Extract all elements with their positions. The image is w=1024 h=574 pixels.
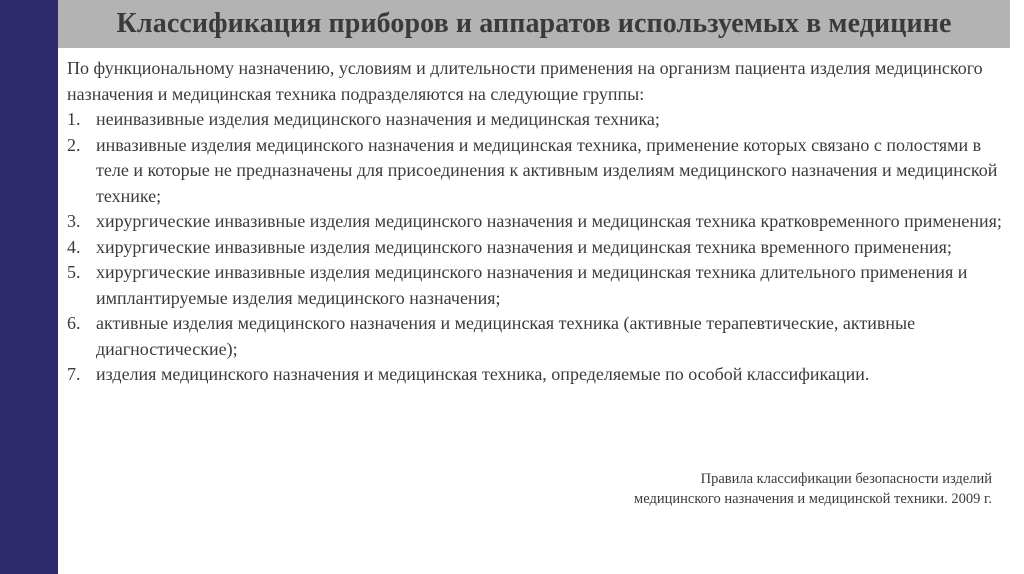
- list-item-text: хирургические инвазивные изделия медицинского назначения и медицинская техника кратковременного применения;: [96, 211, 1002, 231]
- list-item-text: изделия медицинского назначения и медицинская техника, определяемые по особой классификации.: [96, 364, 870, 384]
- source-line-2: медицинского назначения и медицинской техники. 2009 г.: [634, 491, 992, 507]
- list-item-text: инвазивные изделия медицинского назначения и медицинская техника, применение которых связано с полостями в теле и которые не предназначены для присоединения к активным изделиям медицинского назначения и медицинской технике;: [96, 134, 998, 206]
- list-item-number: 5.: [67, 262, 81, 282]
- slide-body: [67, 56, 1007, 388]
- list-item: [67, 209, 1007, 235]
- slide-title: Классификация приборов и аппаратов используемых в медицине: [116, 8, 952, 39]
- classification-list: [67, 107, 1007, 388]
- list-item: [67, 235, 1007, 261]
- source-citation: [634, 469, 992, 509]
- left-accent-bar: [0, 0, 58, 574]
- list-item: [67, 311, 1007, 362]
- list-item-number: 7.: [67, 364, 81, 384]
- list-item: [67, 107, 1007, 133]
- intro-paragraph: По функциональному назначению, условиям и длительности применения на организм пациента изделия медицинского назначения и медицинская техника подразделяются на следующие группы:: [67, 58, 983, 104]
- list-item-number: 1.: [67, 109, 81, 129]
- title-bar: [58, 0, 1010, 48]
- source-line-1: Правила классификации безопасности изделий: [700, 471, 992, 487]
- list-item: [67, 362, 1007, 388]
- list-item-text: хирургические инвазивные изделия медицинского назначения и медицинская техника длительного применения и имплантируемые изделия медицинского назначения;: [96, 262, 968, 308]
- list-item-text: хирургические инвазивные изделия медицинского назначения и медицинская техника временного применения;: [96, 236, 952, 257]
- list-item-number: 6.: [67, 313, 81, 333]
- list-item-text: неинвазивные изделия медицинского назначения и медицинская техника;: [96, 109, 660, 129]
- list-item: [67, 260, 1007, 311]
- list-item: [67, 133, 1007, 210]
- list-item-text: активные изделия медицинского назначения и медицинская техника (активные терапевтические, активные диагностические);: [96, 313, 916, 359]
- list-item-number: 3.: [67, 211, 81, 231]
- list-item-number: 4.: [67, 236, 81, 257]
- list-item-number: 2.: [67, 134, 81, 155]
